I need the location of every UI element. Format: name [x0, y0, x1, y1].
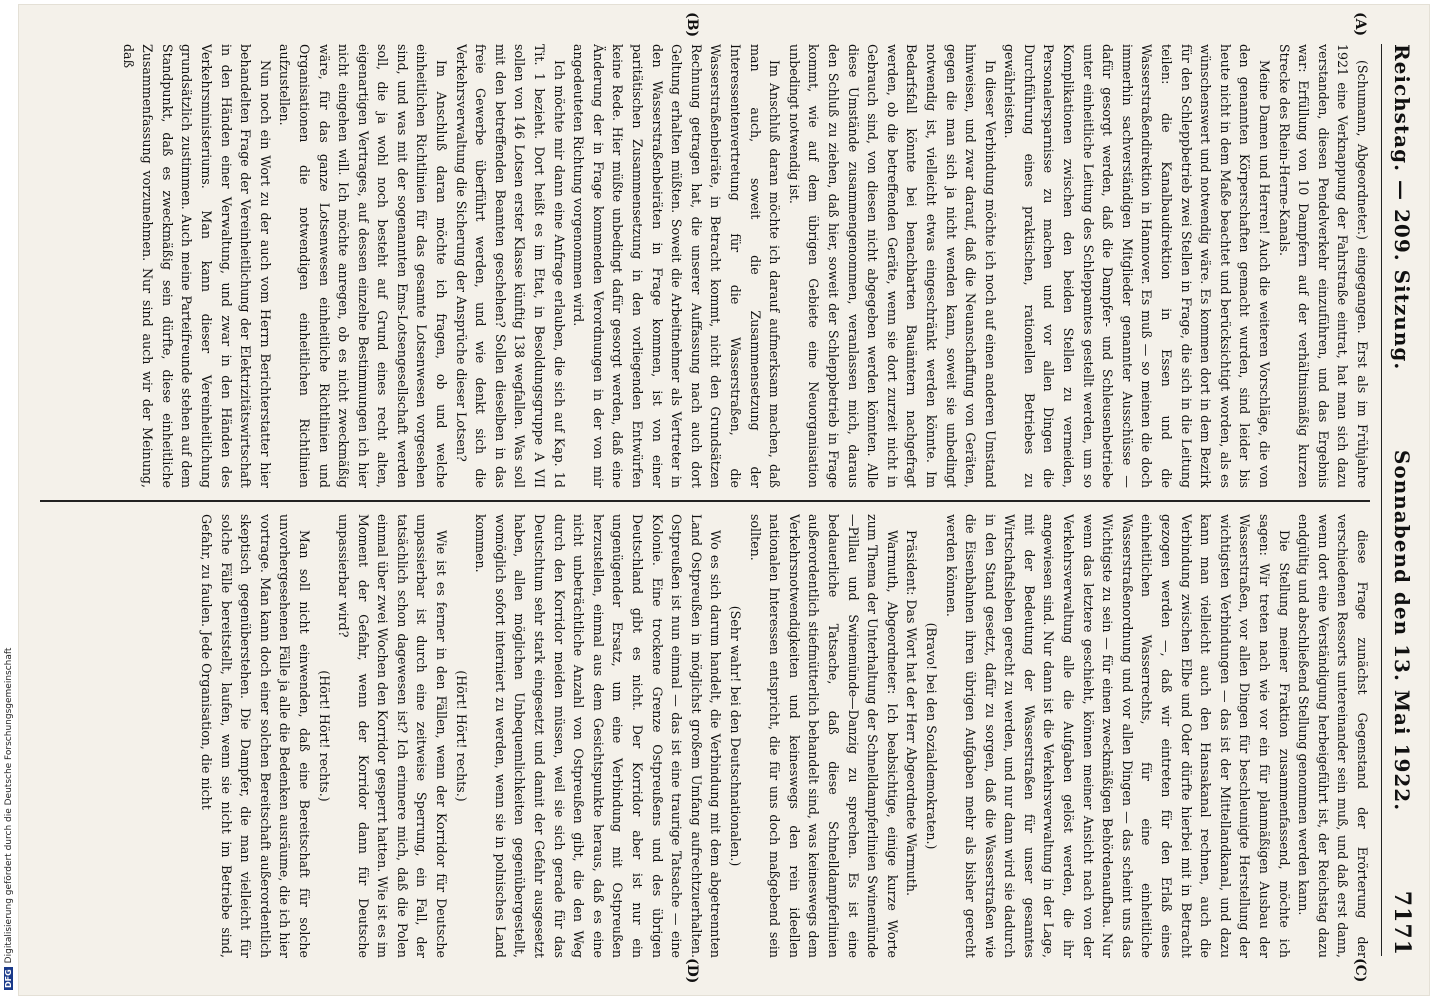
margin-strip: [0, 0, 18, 1000]
paragraph: Warmuth, Abgeordneter: Ich beabsichtige, einige kurze Worte zum Thema der Unterhaltung der Schnelldampferlinien Swinemünde—Pillau und Swinemünde—Danzig zu sprechen. Es ist eine bedauerliche Tatsache, daß diese Schnelldampferlinien außerordentlich stiefmütterlich behandelt sind, was keineswegs dem Verkehrsnotwendigkeiten und keineswegs den rein ideellen nationalen Interessen entspricht, die für uns doch maßgebend sein sollten.: [747, 514, 900, 958]
paragraph: Wie ist es ferner in den Fällen, wenn der Korridor für Deutsche unpassierbar ist durch eine zeitweise Sperrung, ein Fall, der tatsächlich schon dagewesen ist? Ich erinnere mich, daß die Polen einmal über zwei Wochen den Korridor gesperrt hatten. Wie ist es im Moment der Gefahr, wenn der Korridor dann für Deutsche unpassierbar wird?: [336, 514, 450, 958]
dfg-logo-icon: DFG: [4, 969, 13, 988]
column-divider: [40, 500, 1370, 502]
paragraph: diese Frage zunächst Gegenstand der Erörterung der verschiedenen Ressorts untereinander sein muß, und daß erst dann, wenn dort eine Verständigung herbeigeführt ist, der Reichstag dazu endgültig und abschließend Stellung genommen werden kann.: [1296, 514, 1370, 958]
marker-a: (A): [1352, 12, 1368, 37]
scanned-page: [18, 4, 1430, 996]
rotated-page-content: [18, 4, 1430, 996]
paragraph: (Schumann, Abgeordneter.) eingegangen. Erst als im Frühjahre 1921 eine Verknappung der Fahrstraße eintrat, hat man sich dazu verstanden, diesen Pendelverkehr einzuführen, und das Ergebnis war: Erfüllung von 10 Dampfern auf der verhältnismäßig kurzen Strecke des Rhein-Herne-Kanals.: [1276, 44, 1370, 488]
paragraph: (Bravo! bei den Sozialdemokraten.): [923, 622, 939, 850]
paragraph: Im Anschluß daran möchte ich fragen, ob und welche einheitlichen Richtlinien für das gesamte Lotsenwesen vorgesehen sind, und was mit der sogenannten Ems-Lotsengesellschaft werden soll, die ja wohl noch besteht auf Grund eines recht alten, eigenartigen Vertrages, auf dessen einzelne Bestimmungen ich hier nicht eingehen will. Ich möchte anregen, ob es nicht zweckmäßig wäre, für das ganze Lotsenwesen einheitliche Richtlinien und Organisationen die notwendigen einheitlichen Richtlinien aufzustellen.: [277, 44, 450, 488]
right-text-column: [42, 514, 1372, 958]
digitization-credit: [4, 648, 14, 990]
paragraph: In dieser Verbindung möchte ich noch auf einen anderen Umstand hinweisen, und zwar darauf, daß die Neuanschaffung von Geräten, gegen die man sich ja nicht wenden kann, soweit sie unbedingt notwendig ist, vielleicht etwas eingeschränkt werden könnte. Im Bedarfsfall könnte bei benachbarten Bauämtern nachgefragt werden, ob die betreffenden Geräte, wenn sie dort zurzeit nicht in Gebrauch sind, von diesen nicht abgegeben werden könnten. Alle diese Umstände zusammengenommen, veranlassen mich, daraus den Schluß zu ziehen, daß hier, soweit der Schleppbetrieb in Frage kommt, wie auf dem übrigen Gebiete eine Neuorganisation unbedingt notwendig ist.: [786, 44, 998, 488]
paragraph: (Sehr wahr! bei den Deutschnationalen.): [728, 605, 743, 867]
paragraph: Ich möchte mir dann eine Anfrage erlauben, die sich auf Kap. 1d Tit. 1 bezieht. Dort heißt es im Etat, in Besoldungsgruppe A VII sollen von 146 Lotsen erster Klasse künftig 138 wegfallen. Was soll mit den betreffenden Beamten geschehen? Sollen dieselben in das freie Gewerbe überführt werden, und wie denkt sich die Verkehrsverwaltung die Sicherung der Ansprüche dieser Lotsen?: [453, 44, 567, 488]
paragraph: Die Stellung meiner Fraktion zusammenfassend, möchte ich sagen: Wir treten nach wie vor ein für planmäßigen Ausbau der Wasserstraßen, vor allen Dingen für beschleunigte Herstellung der wichtigsten Verbindungen — das ist der Mittellandkanal, und dazu kann man vielleicht auch den Hansakanal rechnen, auch die Verbindung zwischen Elbe und Oder dürfte hierbei mit in Betracht gezogen werden —, daß wir eintreten für den Erlaß eines einheitlichen Wasserrechts, für eine einheitliche Wasserstraßenordnung und vor allen Dingen — das scheint uns das Wichtigste zu sein — für einen zweckmäßigen Behördenaufbau. Nur wenn das letztere geschieht, können meiner Ansicht nach von der Verkehrsverwaltung alle die Aufgaben gelöst werden, die ihr angewiesen sind. Nur dann ist die Verkehrsverwaltung in der Lage, mit der Bedeutung der Wasserstraßen für unser gesamtes Wirtschaftsleben gerecht zu werden, und nur dann wird sie dadurch in den Stand gesetzt, dafür zu sorgen, daß die Wasserstraßen wie die Eisenbahnen ihren übrigen Aufgaben mehr als bisher gerecht werden können.: [943, 514, 1292, 958]
header-date: Sonnabend den 13. Mai 1922.: [1390, 449, 1414, 812]
header-session: Reichstag. — 209. Sitzung.: [1390, 44, 1414, 371]
marker-c: (C): [1352, 958, 1368, 983]
paragraph: Nun noch ein Wort zu der auch vom Herrn Berichterstatter hier behandelten Frage der Vereinheitlichung der Elektrizitätswirtschaft in den Händen einer Verwaltung, und zwar in den Händen des Verkehrsministeriums. Man kann dieser Vereinheitlichung grundsätzlich zustimmen. Auch meine Parteifreunde stehen auf dem Standpunkt, daß es zweckmäßig sein dürfte, diese einheitliche Zusammenfassung vorzunehmen. Nur sind auch wir der Meinung, daß: [120, 44, 273, 488]
paragraph: Im Anschluß daran möchte ich darauf aufmerksam machen, daß man auch, soweit die Zusammensetzung der Interessentenvertretung für die Wasserstraßen, die Wasserstraßenbeiräte, in Betracht kommt, nicht den Grundsätzen Rechnung getragen hat, die unserer Auffassung nach auch dort Geltung erhalten müßten. Soweit die Arbeitnehmer als Vertreter in den Wasserstraßenbeiräten in Frage kommen, ist von einer paritätischen Zusammensetzung in den vorliegenden Entwürfen keine Rede. Hier müßte unbedingt dafür gesorgt werden, daß eine Änderung der in Frage kommenden Verordnungen in der von mir angedeuteten Richtung vorgenommen wird.: [571, 44, 783, 488]
marker-b: (B): [684, 12, 700, 38]
paragraph: Man soll nicht einwenden, daß eine Bereitschaft für solche unvorhergesehenen Fälle ja alle die Bedenken ausräume, die ich hier vortrage. Man kann doch einer solchen Bereitschaft außerordentlich skeptisch gegenüberstehen. Die Dampfer, die man vielleicht für solche Fälle bereitstellt, laufen, wenn sie nicht im Betriebe sind, Gefahr, zu faulen. Jede Organisation, die nicht: [198, 514, 312, 958]
page-header: [1381, 44, 1422, 956]
marker-d: (D): [684, 958, 700, 984]
paragraph: Wo es sich darum handelt, die Verbindung mit dem abgetrennten Land Ostpreußen in möglichst großem Umfang aufrechtzuerhalten. Ostpreußen ist nun einmal — das ist eine traurige Tatsache — eine Kolonie. Eine trockene Grenze Ostpreußens und des übrigen Deutschland gibt es nicht. Der Korridor aber ist nur ein ungenügender Ersatz, um eine Verbindung mit Ostpreußen herzustellen, einmal aus dem Gesichtspunkte heraus, daß es eine nicht unbeträchtliche Anzahl von Ostpreußen gibt, die den Weg durch den Korridor meiden müssen, weil sie sich gerade für das Deutschtum sehr stark eingesetzt und damit der Gefahr ausgesetzt haben, allen möglichen Unbequemlichkeiten gegenübergestellt, womöglich sofort interniert zu werden, wenn sie in polnisches Land kommen.: [473, 514, 724, 958]
page-number: 7171: [1389, 890, 1415, 956]
paragraph: Meine Damen und Herren! Auch die weiteren Vorschläge, die von den genannten Körperschaften gemacht wurden, sind leider bis heute nicht in dem Maße beachtet und berücksichtigt worden, als es wünschenswert und notwendig wäre. Es kommen dort in dem Bezirk für den Schleppbetrieb zwei Stellen in Frage, die sich in die Leitung teilen: die Kanalbaudirektion in Essen und die Wasserstraßendirektion in Hannover. Es muß — so meinen die doch immerhin sachverständigen Mitglieder genannter Ausschüsse — dafür gesorgt werden, daß die Dampfer- und Schleusenbetriebe unter einheitliche Leitung des Schleppamtes gestellt werden, um so Komplikationen zwischen den beiden Stellen zu vermeiden, Personalersparnisse zu machen und vor allen Dingen die Durchführung eines praktischen, rationellen Betriebes zu gewährleisten.: [1002, 44, 1273, 488]
paragraph: (Hört! Hört! rechts.): [453, 670, 469, 802]
credit-text: Digitalisierung gefördert durch die Deutsche Forschungsgemeinschaft: [4, 647, 14, 964]
paragraph: (Hört! Hört! rechts.): [316, 670, 332, 802]
paragraph: Präsident: Das Wort hat der Herr Abgeordnete Warmuth.: [904, 530, 920, 896]
left-text-column: [42, 44, 1372, 488]
